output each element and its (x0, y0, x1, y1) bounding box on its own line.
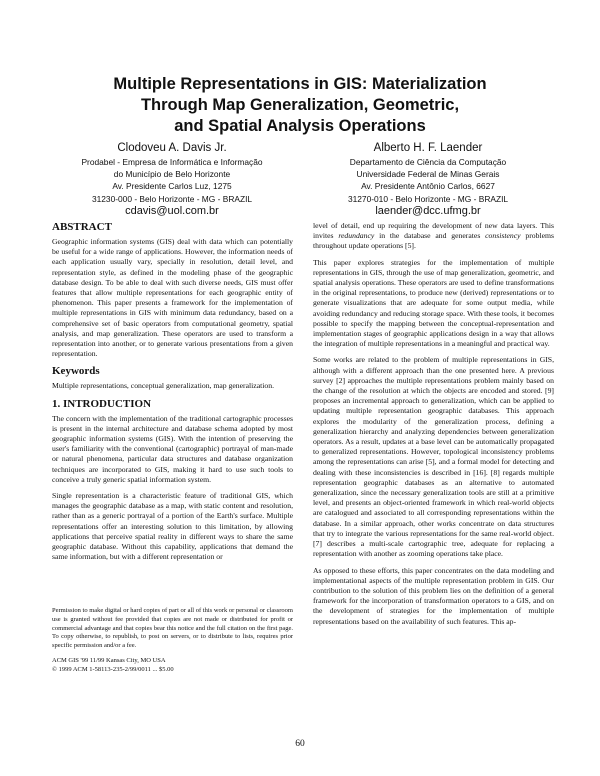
intro-paragraph-1: The concern with the implementation of the traditional cartographic processes is present in the internal architecture and database schema adopted by most geographic information systems (GIS). With the intention of preserving the user's familiarity with the conventional (cartographic) portrayal of man-made or natural phenomena, particular data structures and database organization techniques are incorporated to GIS, making it hard to use such tools to conceive a truly generic spatial information system. (52, 413, 293, 484)
author-affiliation-2: Universidade Federal de Minas Gerais (356, 169, 500, 180)
abstract-text: Geographic information systems (GIS) deal with data which can potentially be useful for a wide range of applications. However, the information needs of each application usually vary, specially in resolution, detail level, and representation style, as defined in the modeling phase of the geographic database design. To be able to deal with such diverse needs, GIS must offer features that allow multiple representations for each geographic entity of phenomenon. This paper presents a framework for the implementation of multiple representations in GIS with minimum data redundancy, based on a comprehensive set of basic operators from computational geometry, spatial analysis, and map generalization. These operators are used to transform a representation into another, or to generate various presentations from a given representation. (52, 237, 293, 359)
abstract-heading: ABSTRACT (52, 221, 112, 233)
left-column (52, 221, 293, 568)
emphasis-redundancy: redundancy (338, 231, 375, 241)
paper-title (60, 74, 540, 137)
copyright-line: © 1999 ACM 1-58113-235-2/99/0011 ... $5.00 (52, 665, 174, 673)
title-line-2: Through Map Generalization, Geometric, (140, 96, 460, 114)
author-address: Av. Presidente Carlos Luz, 1275 (112, 181, 232, 192)
author-email: cdavis@uol.com.br (125, 204, 219, 217)
page-number: 60 (295, 739, 305, 749)
title-line-1: Multiple Representations in GIS: Materialization (113, 75, 487, 93)
author-affiliation: Prodabel - Empresa de Informática e Informação (81, 157, 263, 167)
author-name: Alberto H. F. Laender (373, 142, 483, 154)
title-line-3: and Spatial Analysis Operations (174, 117, 426, 135)
permission-notice: Permission to make digital or hard copies of part or all of this work or personal or classroom use is granted without fee provided that copies are not made or distributed for profit or commercial advantage and that copies bear this notice and the full citation on the first page. To copy otherwise, to republish, to post on servers, or to distribute to lists, requires prior specific permission and/or a fee. (52, 607, 293, 650)
text-run: problems throughout update operations [5]. (313, 231, 554, 251)
author-email: laender@dcc.ufmg.br (375, 204, 481, 217)
introduction-heading: 1. INTRODUCTION (52, 397, 152, 410)
right-paragraph-3: Some works are related to the problem of multiple representations in GIS, although with a different approach than the one presented here. A previous survey [2] approaches the multiple representations problem mainly based on the change of the resolution at which the objects are encoded and stored. [9] proposes an incremental approach to generalization, which can be applied to updating multiple representation geographic databases. This approach explores the modularity of the generalization process, defining a generalization hierarchy and analyzing dependencies between generalization operators. As a result, updates at a base level can be automatically propagated to generalized representations. However, topological inconsistency problems among the representations can arise [5], and a formal model for detecting and dealing with these inconsistencies is described in [16]. [8] regards multiple representation geographic databases as an alternative to automated generalization, since the necessary generalization tools are still at a primitive level, and presents an object-oriented framework in which real-world objects are catalogued and associated to all corresponding representations within the database. In a similar approach, other works concentrate on data structures that try to integrate the various representations for the same real-world object. [7] describes a multi-scale cartographic tree, adequate for replacing a representation with another as zooming operations take place. (313, 355, 554, 559)
text-run: level of detail, end up requiring the development of new data layers. This invites (313, 221, 554, 241)
right-paragraph-4: As opposed to these efforts, this paper concentrates on the data modeling and implementational aspects of the multiple representation problem in GIS. Our contribution to the solution of this problem lies on the definition of a general framework for the incorporation of transformation operators to a GIS, and on the development of strategies for the implementation of multiple representations based on the availability of such features. This ap- (313, 565, 554, 626)
author-block-2 (308, 141, 548, 218)
author-city: 31270-010 - Belo Horizonte - MG - BRAZIL (347, 193, 509, 204)
right-paragraph-2: This paper explores strategies for the implementation of multiple representations in GIS, through the use of map generalization, geometric, and spatial analysis operations. These operators are used to define transformations in the original representations, to produce new (derived) representations or to generate visualizations that are adequate for some output media, while avoiding redundancy and reducing storage space. With these tools, it becomes possible to specify the mapping between the conceptual-representation and implementation stages of geographic applications design in a way that allows the integration of multiple representations in a meaningful and practical way. (313, 257, 554, 349)
author-affiliation-2: do Município de Belo Horizonte (113, 169, 231, 180)
author-block-1 (52, 141, 292, 218)
author-city: 31230-000 - Belo Horizonte - MG - BRAZIL (91, 193, 253, 204)
text-run: in the database and generates (374, 231, 486, 241)
keywords-heading: Keywords (52, 365, 100, 378)
author-address: Av. Presidente Antônio Carlos, 6627 (361, 181, 495, 192)
author-name: Clodoveu A. Davis Jr. (117, 142, 227, 154)
keywords-text: Multiple representations, conceptual generalization, map generalization. (52, 381, 274, 391)
right-paragraph-1 (313, 221, 554, 252)
right-column (313, 221, 554, 633)
conference-info: ACM GIS '99 11/99 Kansas City, MO USA (52, 656, 166, 664)
permission-block (52, 607, 293, 675)
intro-paragraph-2: Single representation is a characteristic feature of traditional GIS, which manages the geographic database as a map, with static content and resolution, rather than as a generic portrayal of a portion of the Earth's surface. Multiple representations offer an interesting solution to this limitation, by allowing applications that perceive spatial reality in different ways to share the same geographic database. Without this capability, applications that demand the same information, but with a different representation or (52, 491, 293, 562)
emphasis-consistency: consistency (485, 231, 521, 241)
author-affiliation: Departamento de Ciência da Computação (349, 157, 507, 167)
